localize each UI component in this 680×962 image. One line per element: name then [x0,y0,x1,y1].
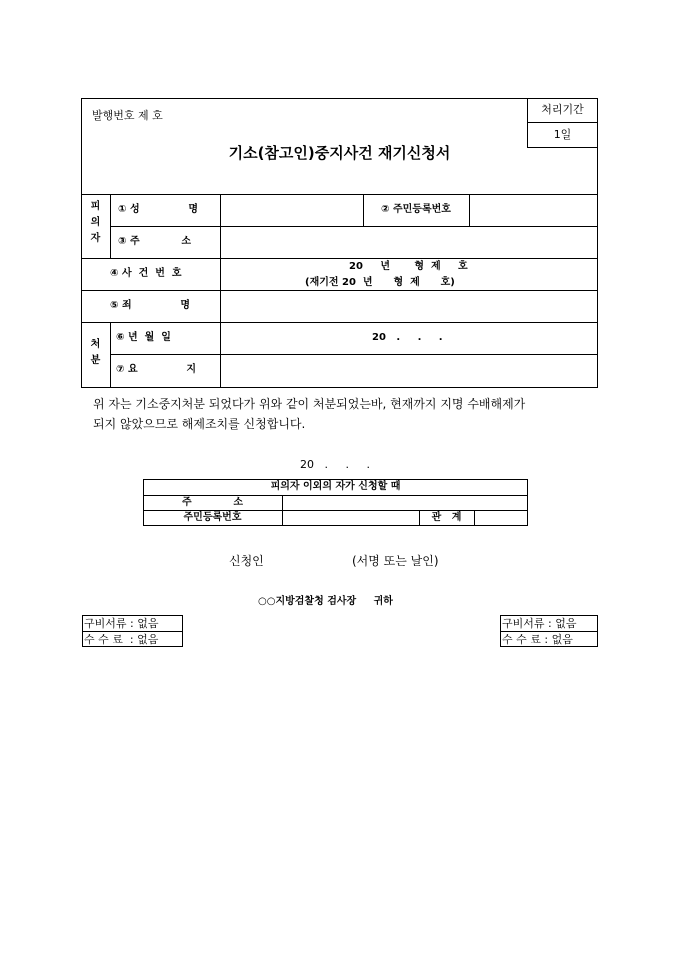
processing-box-mid [527,122,598,123]
charge-label: ⑤ 죄 명 [110,300,191,311]
row-line-2 [110,226,598,227]
rrn-label: ② 주민등록번호 [381,204,451,215]
body-text-line2: 되지 않았으므로 해제조치를 신청합니다. [93,417,306,431]
footer-left-fee: 수 수 료 : 없음 [84,633,159,646]
processing-period-value: 1일 [553,128,572,141]
footer-right-fee: 수 수 료 : 없음 [502,633,573,646]
processing-period-label: 처리기간 [541,103,584,116]
case-number-line1: 20 년 형 제 호 [349,261,468,272]
disposition-group-label: 처 분 [90,339,101,366]
footer-right-docs: 구비서류 : 없음 [502,617,577,630]
applicant-col-line-1 [282,495,283,526]
group-col-line-top [110,194,111,258]
applicant-table-title: 피의자 이외의 자가 신청할 때 [270,481,401,492]
footer-left-divider [82,631,183,632]
addressee: ○○지방검찰청 검사장 귀하 [258,596,393,607]
applicant-row-line-1 [143,495,528,496]
rrn-label-right [469,194,470,226]
row-line-6 [110,354,598,355]
disposition-date-value: 20 . . . [372,332,443,343]
address-label: ③ 주 소 [118,236,192,247]
applicant-signature-label: 신청인 [229,554,264,568]
body-text-line1: 위 자는 기소중지처분 되었다가 위와 같이 처분되었는바, 현재까지 지명 수배해제가 [93,397,526,411]
date-label: ⑥ 년 월 일 [116,332,171,343]
applicant-address-label: 주 소 [181,497,244,508]
name-label: ① 성 명 [118,204,199,215]
case-number-line2: (재기전 20 년 형 제 호) [305,277,455,288]
footer-right-divider [500,631,598,632]
footer-left-docs: 구비서류 : 없음 [84,617,159,630]
label-col-line [220,194,221,388]
summary-label: ⑦ 요 지 [116,364,197,375]
suspect-group-label: 피 의 자 [90,201,101,244]
applicant-row-line-2 [143,510,528,511]
row-line-1 [81,194,598,195]
row-line-4 [81,290,598,291]
form-title: 기소(참고인)중지사건 재기신청서 [228,144,451,162]
applicant-rrn-label: 주민등록번호 [183,512,242,523]
signature-note: (서명 또는 날인) [352,554,439,568]
case-number-label: ④ 사 건 번 호 [110,268,182,279]
applicant-col-line-3 [474,510,475,526]
issue-number: 발행번호 제 호 [92,109,163,122]
group-col-line-bottom [110,322,111,388]
applicant-relation-label: 관 계 [431,512,462,523]
row-line-3 [81,258,598,259]
row-line-5 [81,322,598,323]
application-date: 20 . . . [300,458,370,471]
